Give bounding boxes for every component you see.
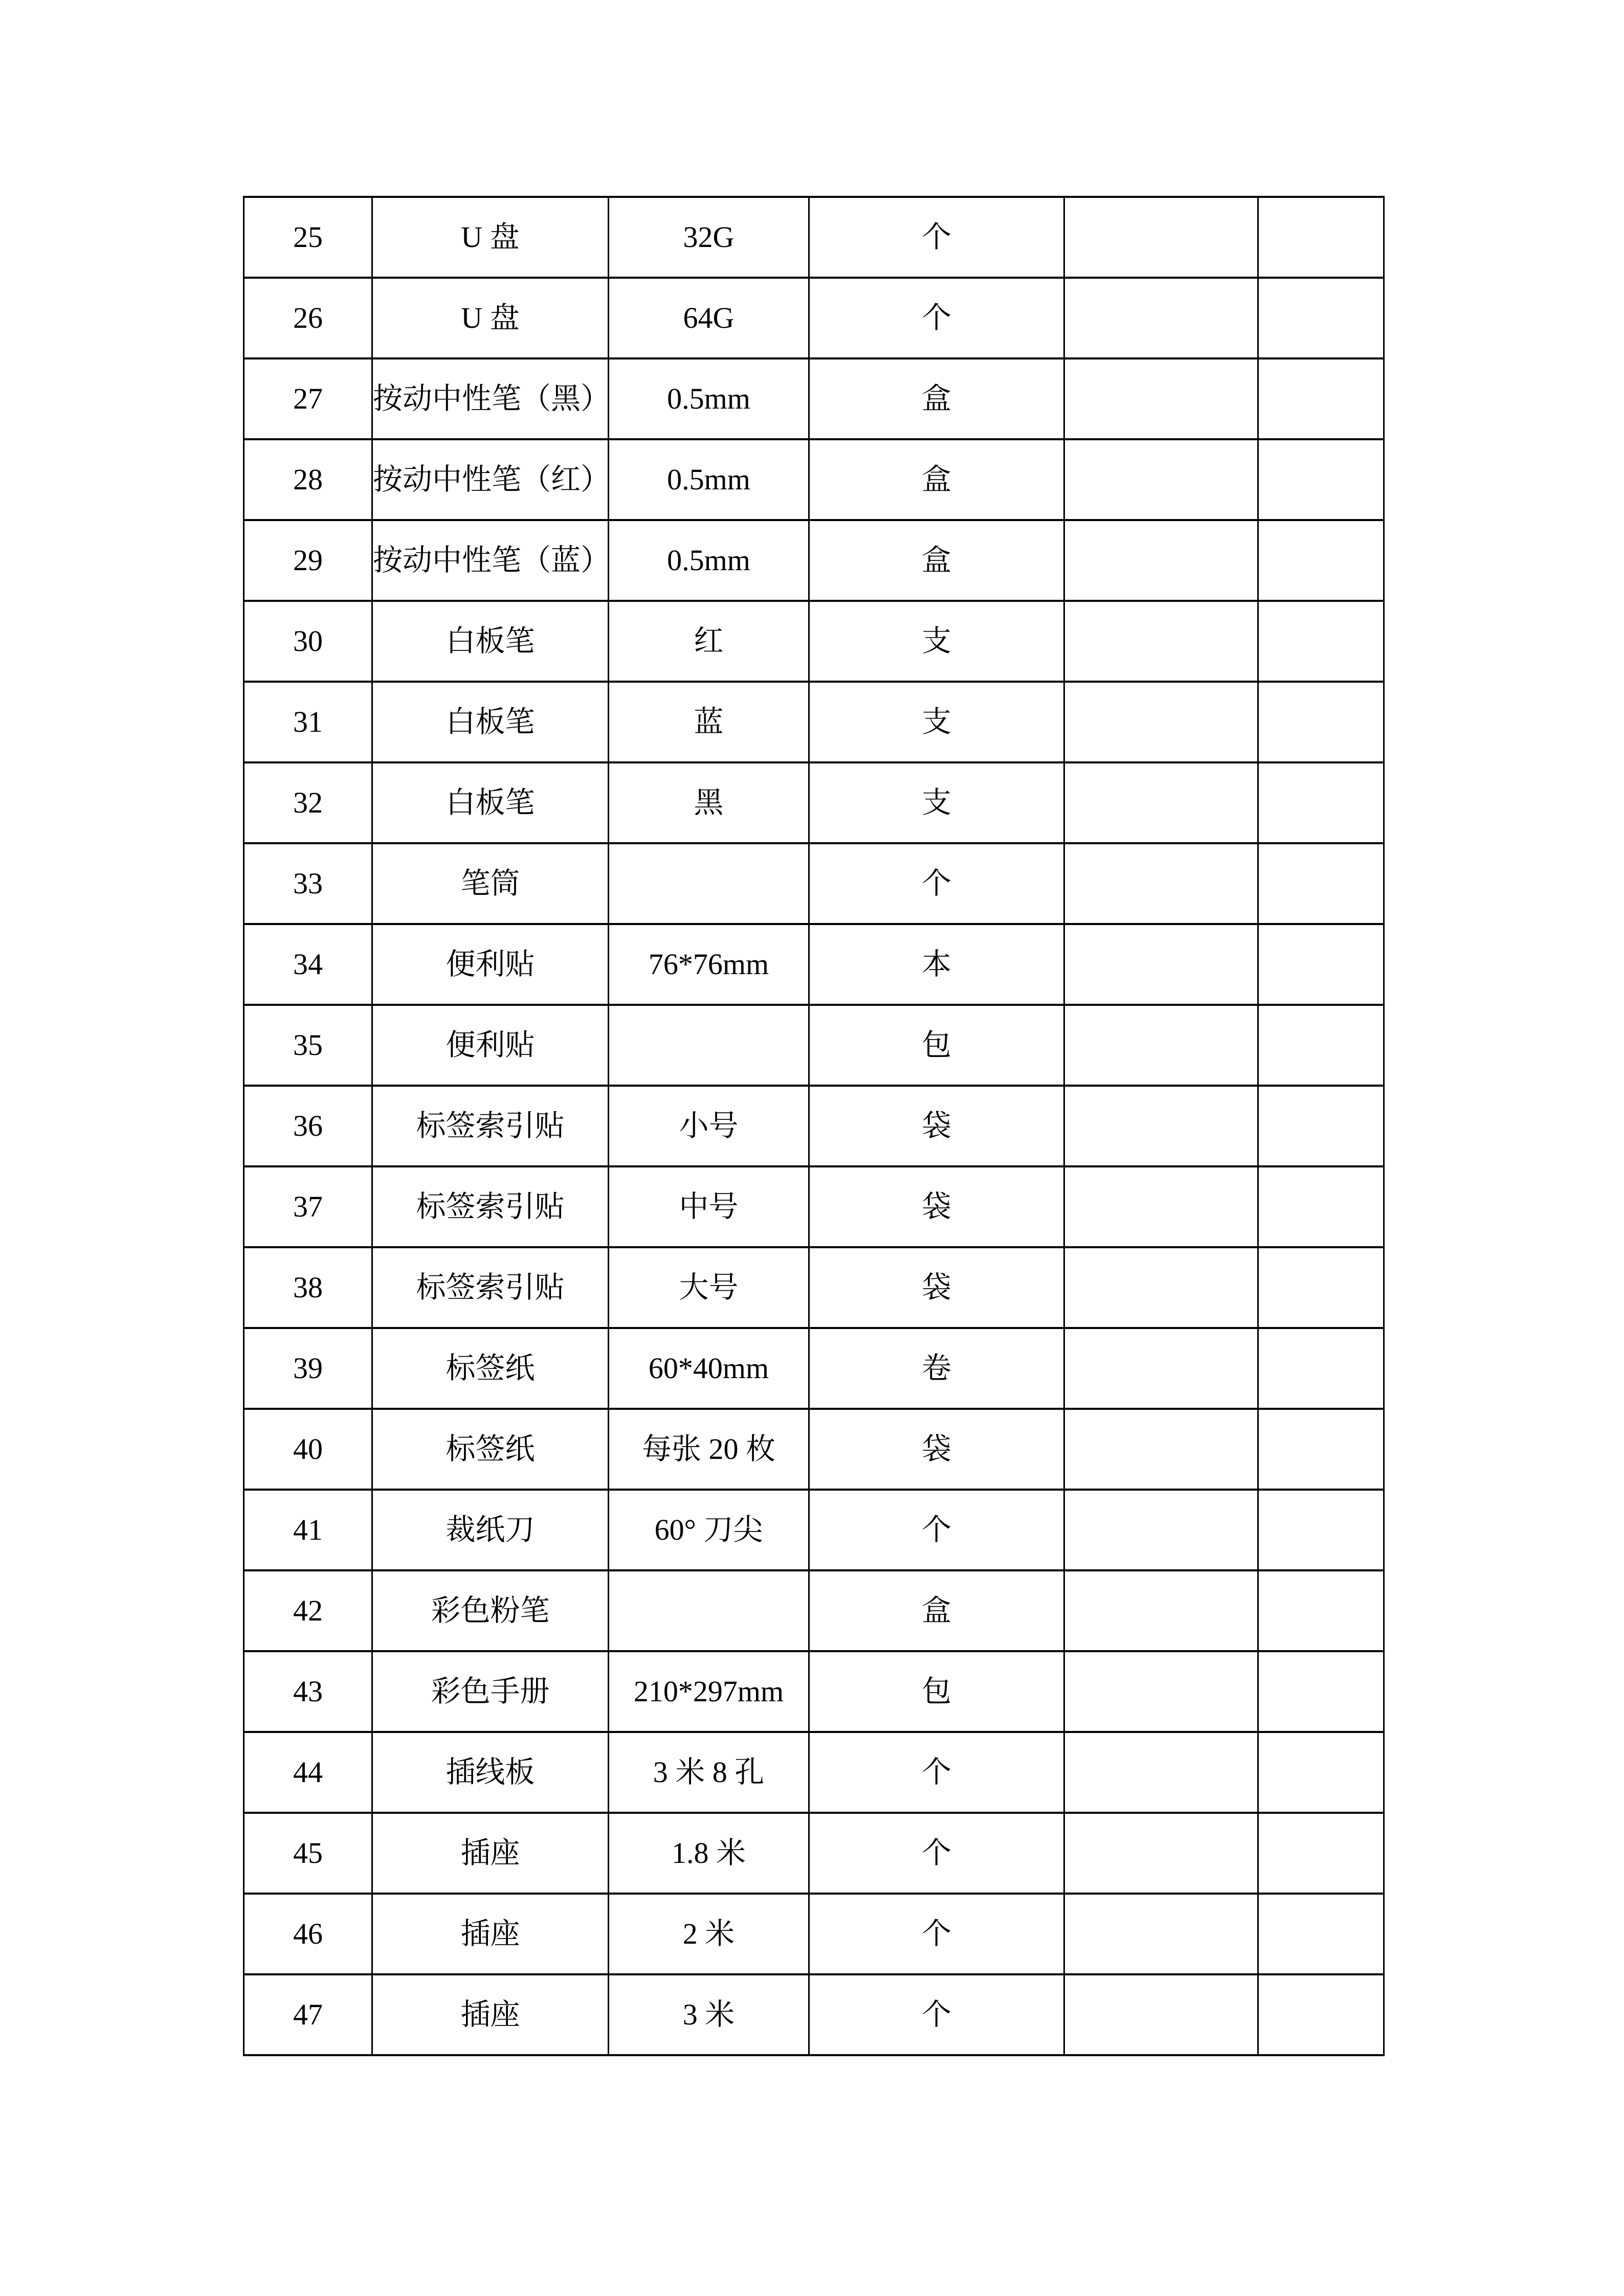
cell-index: 26 <box>244 278 372 358</box>
cell-index: 46 <box>244 1894 372 1974</box>
cell-unit: 袋 <box>809 1247 1064 1328</box>
cell-item-name: 笔筒 <box>372 843 609 924</box>
cell-blank-1 <box>1064 358 1258 439</box>
cell-unit: 包 <box>809 1005 1064 1086</box>
cell-index: 37 <box>244 1166 372 1247</box>
cell-blank-1 <box>1064 924 1258 1005</box>
table-row <box>244 1409 1384 1490</box>
cell-spec: 0.5mm <box>609 439 809 520</box>
cell-blank-1 <box>1064 1328 1258 1409</box>
table-row <box>244 278 1384 358</box>
cell-index: 33 <box>244 843 372 924</box>
cell-blank-2 <box>1258 1813 1384 1894</box>
cell-item-name: 标签索引贴 <box>372 1247 609 1328</box>
cell-unit: 个 <box>809 1732 1064 1813</box>
cell-unit: 个 <box>809 278 1064 358</box>
cell-unit: 本 <box>809 924 1064 1005</box>
cell-index: 25 <box>244 197 372 278</box>
cell-item-name: 插线板 <box>372 1732 609 1813</box>
cell-blank-2 <box>1258 358 1384 439</box>
cell-index: 41 <box>244 1490 372 1570</box>
table-row <box>244 1974 1384 2055</box>
table-row <box>244 762 1384 843</box>
table-row <box>244 1328 1384 1409</box>
cell-item-name: 白板笔 <box>372 762 609 843</box>
table-row <box>244 1651 1384 1732</box>
cell-spec: 3 米 8 孔 <box>609 1732 809 1813</box>
cell-index: 38 <box>244 1247 372 1328</box>
cell-item-name: 裁纸刀 <box>372 1490 609 1570</box>
table-row <box>244 1247 1384 1328</box>
cell-spec: 3 米 <box>609 1974 809 2055</box>
cell-blank-2 <box>1258 197 1384 278</box>
cell-blank-1 <box>1064 682 1258 762</box>
cell-item-name: 按动中性笔（红） <box>372 439 609 520</box>
cell-spec: 蓝 <box>609 682 809 762</box>
cell-item-name: 便利贴 <box>372 924 609 1005</box>
cell-blank-1 <box>1064 1490 1258 1570</box>
cell-spec: 大号 <box>609 1247 809 1328</box>
cell-blank-2 <box>1258 843 1384 924</box>
cell-index: 36 <box>244 1086 372 1166</box>
cell-blank-2 <box>1258 520 1384 601</box>
cell-item-name: 按动中性笔（蓝） <box>372 520 609 601</box>
table-row <box>244 1166 1384 1247</box>
cell-unit: 个 <box>809 1894 1064 1974</box>
cell-item-name: 按动中性笔（黑） <box>372 358 609 439</box>
cell-blank-2 <box>1258 1166 1384 1247</box>
cell-blank-2 <box>1258 278 1384 358</box>
cell-blank-1 <box>1064 1570 1258 1651</box>
cell-item-name: 彩色粉笔 <box>372 1570 609 1651</box>
cell-blank-1 <box>1064 197 1258 278</box>
cell-item-name: 插座 <box>372 1894 609 1974</box>
cell-index: 35 <box>244 1005 372 1086</box>
table-row <box>244 1570 1384 1651</box>
cell-item-name: 便利贴 <box>372 1005 609 1086</box>
cell-blank-2 <box>1258 1894 1384 1974</box>
cell-blank-2 <box>1258 1651 1384 1732</box>
cell-item-name: 标签索引贴 <box>372 1086 609 1166</box>
cell-spec: 60° 刀尖 <box>609 1490 809 1570</box>
cell-unit: 个 <box>809 197 1064 278</box>
table-row <box>244 843 1384 924</box>
cell-blank-2 <box>1258 1490 1384 1570</box>
cell-blank-2 <box>1258 1328 1384 1409</box>
cell-spec: 中号 <box>609 1166 809 1247</box>
cell-index: 27 <box>244 358 372 439</box>
cell-item-name: U 盘 <box>372 197 609 278</box>
cell-blank-1 <box>1064 1247 1258 1328</box>
table-body <box>244 197 1384 2055</box>
cell-index: 32 <box>244 762 372 843</box>
cell-item-name: 标签纸 <box>372 1409 609 1490</box>
cell-unit: 袋 <box>809 1166 1064 1247</box>
cell-index: 34 <box>244 924 372 1005</box>
cell-index: 44 <box>244 1732 372 1813</box>
cell-blank-1 <box>1064 1813 1258 1894</box>
cell-item-name: 白板笔 <box>372 682 609 762</box>
cell-spec: 黑 <box>609 762 809 843</box>
cell-spec: 红 <box>609 601 809 682</box>
cell-spec: 2 米 <box>609 1894 809 1974</box>
cell-blank-1 <box>1064 1005 1258 1086</box>
cell-unit: 卷 <box>809 1328 1064 1409</box>
cell-unit: 支 <box>809 762 1064 843</box>
cell-unit: 盒 <box>809 439 1064 520</box>
cell-index: 47 <box>244 1974 372 2055</box>
cell-index: 42 <box>244 1570 372 1651</box>
cell-item-name: 彩色手册 <box>372 1651 609 1732</box>
cell-blank-1 <box>1064 1732 1258 1813</box>
cell-blank-2 <box>1258 1086 1384 1166</box>
cell-spec: 0.5mm <box>609 520 809 601</box>
cell-blank-1 <box>1064 1894 1258 1974</box>
cell-item-name: 标签纸 <box>372 1328 609 1409</box>
cell-blank-2 <box>1258 1974 1384 2055</box>
cell-spec: 210*297mm <box>609 1651 809 1732</box>
cell-spec: 小号 <box>609 1086 809 1166</box>
cell-blank-1 <box>1064 843 1258 924</box>
cell-blank-1 <box>1064 439 1258 520</box>
cell-index: 30 <box>244 601 372 682</box>
cell-item-name: 标签索引贴 <box>372 1166 609 1247</box>
cell-blank-1 <box>1064 520 1258 601</box>
cell-blank-2 <box>1258 1732 1384 1813</box>
cell-item-name: 插座 <box>372 1974 609 2055</box>
cell-unit: 袋 <box>809 1086 1064 1166</box>
cell-item-name: 插座 <box>372 1813 609 1894</box>
cell-unit: 袋 <box>809 1409 1064 1490</box>
cell-unit: 盒 <box>809 520 1064 601</box>
cell-blank-2 <box>1258 601 1384 682</box>
cell-blank-2 <box>1258 924 1384 1005</box>
cell-item-name: U 盘 <box>372 278 609 358</box>
table-row <box>244 601 1384 682</box>
cell-index: 28 <box>244 439 372 520</box>
cell-spec: 60*40mm <box>609 1328 809 1409</box>
cell-blank-2 <box>1258 682 1384 762</box>
table-row <box>244 520 1384 601</box>
cell-blank-2 <box>1258 439 1384 520</box>
cell-index: 39 <box>244 1328 372 1409</box>
cell-unit: 个 <box>809 1490 1064 1570</box>
cell-unit: 支 <box>809 601 1064 682</box>
cell-index: 40 <box>244 1409 372 1490</box>
cell-blank-2 <box>1258 1005 1384 1086</box>
table-row <box>244 1086 1384 1166</box>
cell-unit: 支 <box>809 682 1064 762</box>
office-supplies-table <box>243 196 1385 2056</box>
table-row <box>244 1490 1384 1570</box>
cell-blank-1 <box>1064 601 1258 682</box>
table-row <box>244 924 1384 1005</box>
cell-unit: 个 <box>809 1813 1064 1894</box>
cell-spec <box>609 1570 809 1651</box>
cell-unit: 包 <box>809 1651 1064 1732</box>
cell-blank-2 <box>1258 1409 1384 1490</box>
table-row <box>244 1005 1384 1086</box>
table-row <box>244 358 1384 439</box>
table-row <box>244 439 1384 520</box>
cell-item-name: 白板笔 <box>372 601 609 682</box>
cell-spec <box>609 1005 809 1086</box>
cell-index: 31 <box>244 682 372 762</box>
cell-blank-1 <box>1064 1651 1258 1732</box>
cell-spec: 1.8 米 <box>609 1813 809 1894</box>
cell-blank-2 <box>1258 1570 1384 1651</box>
table-row <box>244 1732 1384 1813</box>
table-row <box>244 197 1384 278</box>
cell-spec <box>609 843 809 924</box>
cell-unit: 盒 <box>809 358 1064 439</box>
cell-spec: 76*76mm <box>609 924 809 1005</box>
cell-spec: 64G <box>609 278 809 358</box>
cell-spec: 每张 20 枚 <box>609 1409 809 1490</box>
cell-blank-1 <box>1064 1409 1258 1490</box>
cell-unit: 盒 <box>809 1570 1064 1651</box>
cell-blank-1 <box>1064 1974 1258 2055</box>
cell-index: 29 <box>244 520 372 601</box>
cell-blank-1 <box>1064 1166 1258 1247</box>
cell-index: 43 <box>244 1651 372 1732</box>
cell-blank-1 <box>1064 1086 1258 1166</box>
table-row <box>244 1894 1384 1974</box>
cell-blank-1 <box>1064 762 1258 843</box>
cell-unit: 个 <box>809 843 1064 924</box>
cell-spec: 0.5mm <box>609 358 809 439</box>
cell-blank-2 <box>1258 762 1384 843</box>
cell-unit: 个 <box>809 1974 1064 2055</box>
cell-blank-2 <box>1258 1247 1384 1328</box>
cell-spec: 32G <box>609 197 809 278</box>
table-row <box>244 1813 1384 1894</box>
table-row <box>244 682 1384 762</box>
cell-index: 45 <box>244 1813 372 1894</box>
cell-blank-1 <box>1064 278 1258 358</box>
